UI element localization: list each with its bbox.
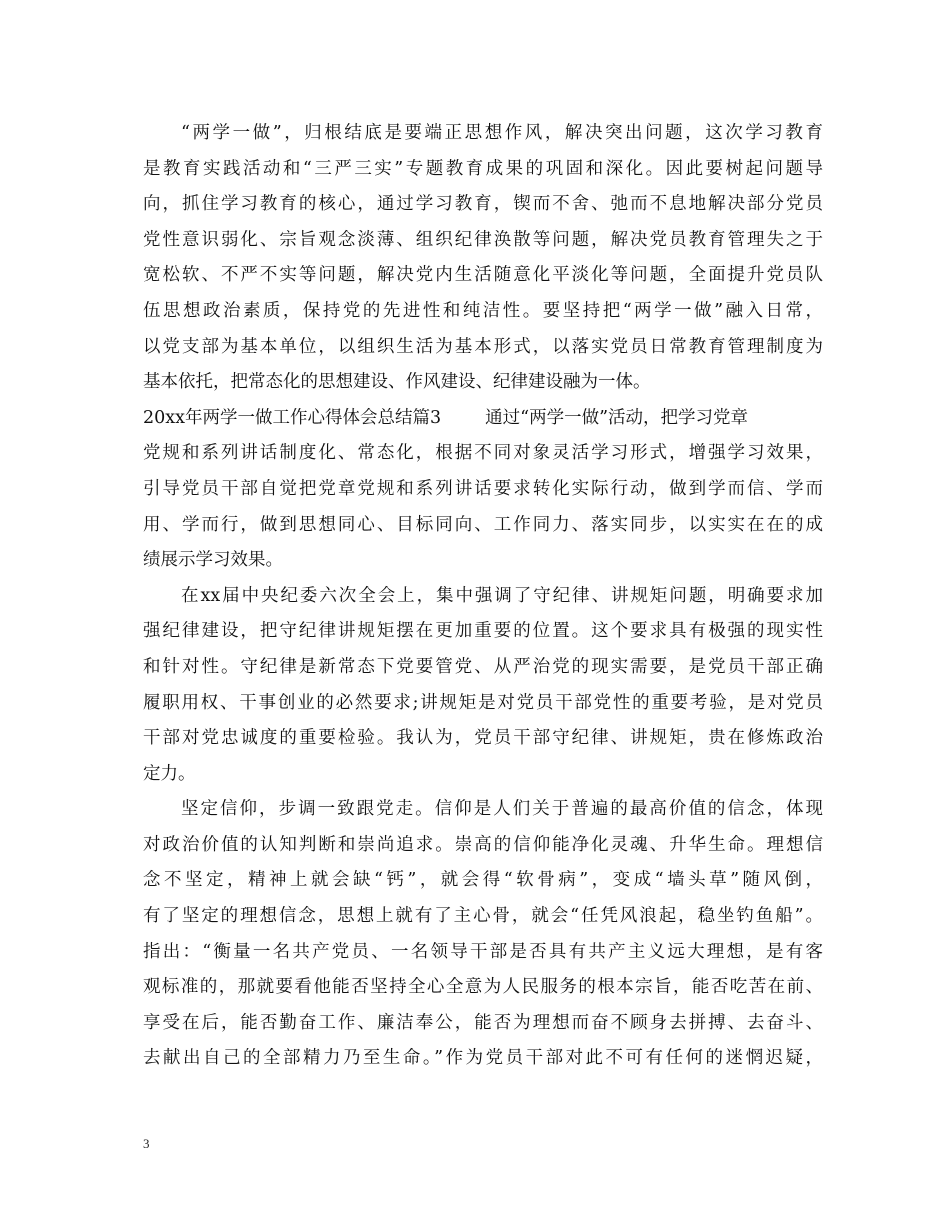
paragraph-line: 引导党员干部自觉把党章党规和系列讲话要求转化实际行动，做到学而信、学而 — [143, 478, 823, 499]
paragraph-line: 强纪律建设，把守纪律讲规矩摆在更加重要的位置。这个要求具有极强的现实性 — [143, 621, 823, 642]
paragraph-line: 向，抓住学习教育的核心，通过学习教育，锲而不舍、弛而不息地解决部分党员 — [143, 194, 823, 215]
section-heading: 20xx年两学一做工作心得体会总结篇3 — [143, 407, 442, 428]
paragraph-line: 有了坚定的理想信念，思想上就有了主心骨，就会“任凭风浪起，稳坐钓鱼船”。 — [143, 906, 823, 927]
paragraph-line: 干部对党忠诚度的重要检验。我认为，党员干部守纪律、讲规矩，贵在修炼政治 — [143, 728, 823, 749]
document-body — [143, 116, 823, 1077]
paragraph-line: 定力。 — [143, 763, 196, 784]
page-number: 3 — [143, 1136, 150, 1151]
paragraph-line: 对政治价值的认知判断和崇尚追求。崇高的信仰能净化灵魂、升华生命。理想信 — [143, 834, 823, 855]
paragraph-line: 党性意识弱化、宗旨观念淡薄、组织纪律涣散等问题，解决党员教育管理失之于 — [143, 229, 823, 250]
paragraph-text: 通过“两学一做”活动，把学习党章 — [485, 407, 749, 428]
paragraph-line: 去献出自己的全部精力乃至生命。”作为党员干部对此不可有任何的迷惘迟疑， — [143, 1048, 823, 1069]
paragraph-line: 绩展示学习效果。 — [143, 550, 283, 571]
paragraph-line: 履职用权、干事创业的必然要求;讲规矩是对党员干部党性的重要考验，是对党员 — [143, 692, 823, 713]
paragraph-line: 念不坚定，精神上就会缺“钙”，就会得“软骨病”，变成“墙头草”随风倒， — [143, 870, 823, 891]
paragraph-line: 伍思想政治素质，保持党的先进性和纯洁性。要坚持把“两学一做”融入日常， — [143, 300, 823, 321]
paragraph-line: 坚定信仰，步调一致跟党走。信仰是人们关于普遍的最高价值的信念，体现 — [181, 799, 823, 820]
paragraph-line: 以党支部为基本单位，以组织生活为基本形式，以落实党员日常教育管理制度为 — [143, 336, 823, 357]
paragraph-line: 和针对性。守纪律是新常态下党要管党、从严治党的现实需要，是党员干部正确 — [143, 656, 823, 677]
paragraph-line: 观标准的，那就要看他能否坚持全心全意为人民服务的根本宗旨，能否吃苦在前、 — [143, 977, 823, 998]
paragraph-line: 是教育实践活动和“三严三实”专题教育成果的巩固和深化。因此要树起问题导 — [143, 158, 823, 179]
paragraph-line: 指出：“衡量一名共产党员、一名领导干部是否具有共产主义远大理想，是有客 — [143, 941, 823, 962]
paragraph-line: 基本依托，把常态化的思想建设、作风建设、纪律建设融为一体。 — [143, 372, 651, 393]
paragraph-line: 享受在后，能否勤奋工作、廉洁奉公，能否为理想而奋不顾身去拼搏、去奋斗、 — [143, 1012, 823, 1033]
paragraph-line: 宽松软、不严不实等问题，解决党内生活随意化平淡化等问题，全面提升党员队 — [143, 265, 823, 286]
paragraph-line: 在xx届中央纪委六次全会上，集中强调了守纪律、讲规矩问题，明确要求加 — [181, 585, 823, 606]
paragraph-line: “两学一做”，归根结底是要端正思想作风，解决突出问题，这次学习教育 — [181, 123, 823, 143]
paragraph-line: 用、学而行，做到思想同心、目标同向、工作同力、落实同步，以实实在在的成 — [143, 514, 823, 535]
section-heading-line — [143, 401, 823, 437]
paragraph-line: 党规和系列讲话制度化、常态化，根据不同对象灵活学习形式，增强学习效果， — [143, 443, 823, 464]
